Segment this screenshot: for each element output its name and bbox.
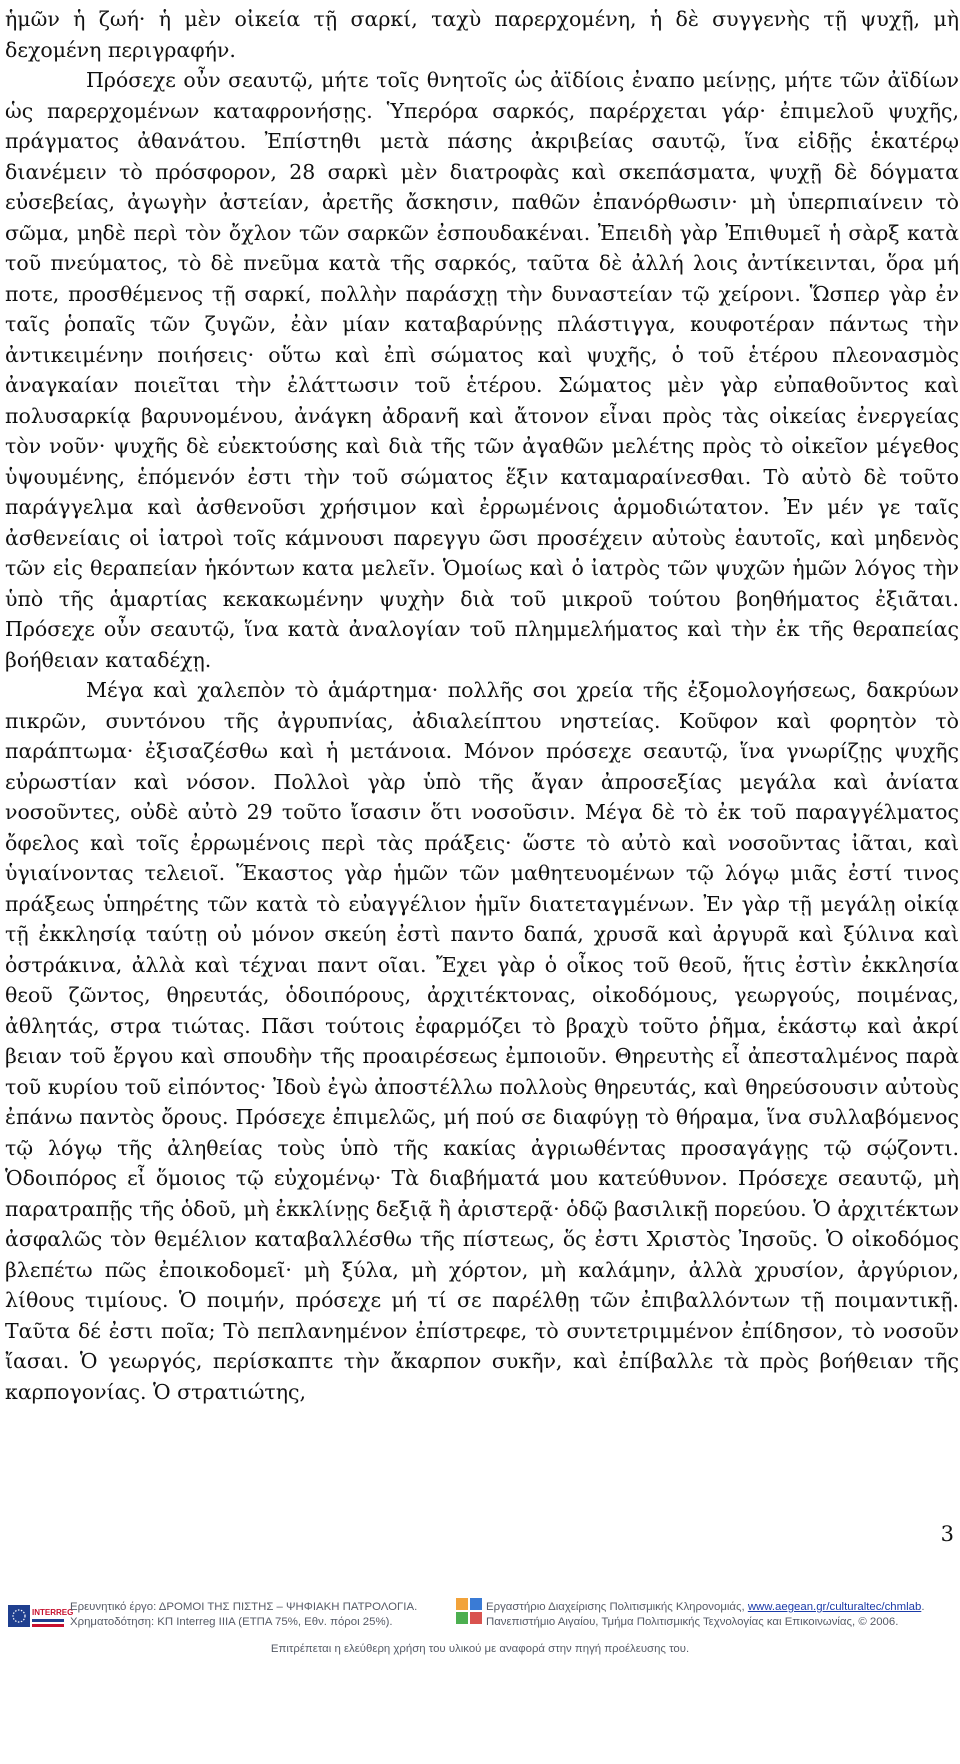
project-title: Ερευνητικό έργο: ΔΡΟΜΟΙ ΤΗΣ ΠΙΣΤΗΣ – ΨΗΦΙΑΚΗ ΠΑΤΡΟΛΟΓΙΑ.	[70, 1601, 418, 1613]
lab-website-link[interactable]: www.aegean.gr/culturaltec/chmlab	[747, 1601, 922, 1613]
paragraph-2: Πρόσεχε οὖν σεαυτῷ, μήτε τοῖς θνητοῖς ὡς ἀϊδίοις ἐναπο μείνῃς, μήτε τῶν ἀϊδίων ὡς παρερχομένων καταφρονήσῃς. Ὑπερόρα σαρκός, παρέρχεται γάρ· ἐπιμελοῦ ψυχῆς, πράγματος ἀθανάτου. Ἐπίστηθι μετὰ πάσης ἀκριβείας σαυτῷ, ἵνα εἰδῇς ἑκατέρῳ διανέμειν τὸ πρόσφορον, 28 σαρκὶ μὲν διατροφὰς καὶ σκεπάσματα, ψυχῇ δὲ δόγματα εὐσεβείας, ἀγωγὴν ἀστείαν, ἀρετῆς ἄσκησιν, παθῶν ἐπανόρθωσιν· μὴ ὑπερπιαίνειν τὸ σῶμα, μηδὲ περὶ τὸν ὄχλον τῶν σαρκῶν ἐσπουδακέναι. Ἐπειδὴ γὰρ Ἐπιθυμεῖ ἡ σὰρξ κατὰ τοῦ πνεύματος, τὸ δὲ πνεῦμα κατὰ τῆς σαρκός, ταῦτα δὲ ἀλλή λοις ἀντίκεινται, ὅρα μή ποτε, προσθέμενος τῇ σαρκί, πολλὴν παράσχῃ τὴν δυναστείαν τῷ χείρονι. Ὥσπερ γὰρ ἐν ταῖς ῥοπαῖς τῶν ζυγῶν, ἐὰν μίαν καταβαρύνῃς πλάστιγγα, κουφοτέραν πάντως τὴν ἀντικειμένην ποιήσεις· οὕτω καὶ ἐπὶ σώματος καὶ ψυχῆς, ὁ τοῦ ἑτέρου πλεονασμὸς ἀναγκαίαν ποιεῖται τὴν ἐλάττωσιν τοῦ ἑτέρου. Σώματος μὲν γὰρ εὐπαθοῦντος καὶ πολυσαρκίᾳ βαρυνομένου, ἀνάγκη ἀδρανῆ καὶ ἄτονον εἶναι πρὸς τὰς οἰκείας ἐνεργείας τὸν νοῦν· ψυχῆς δὲ εὐεκτούσης καὶ διὰ τῆς τῶν ἀγαθῶν μελέτης πρὸς τὸ οἰκεῖον μέγεθος ὑψουμένης, ἑπόμενόν ἐστι τὴν τοῦ σώματος ἕξιν καταμαραίνεσθαι. Τὸ αὐτὸ δὲ τοῦτο παράγγελμα καὶ ἀσθενοῦσι χρήσιμον καὶ ἐρρωμένοις ἁρμοδιώτατον. Ἐν μέν γε ταῖς ἀσθενείαις οἱ ἰατροὶ τοῖς κάμνουσι παρεγγυ ῶσι προσέχειν αὐτοὺς ἑαυτοῖς, καὶ μηδενὸς τῶν εἰς θεραπείαν ἡκόντων κατα μελεῖν. Ὁμοίως καὶ ὁ ἰατρὸς τῶν ψυχῶν ἡμῶν λόγος τὴν ὑπὸ τῆς ἁμαρτίας κεκακωμένην ψυχὴν διὰ τοῦ μικροῦ τούτου βοηθήματος ἐξιᾶται. Πρόσεχε οὖν σεαυτῷ, ἵνα κατὰ ἀναλογίαν τοῦ πλημμελήματος καὶ τὴν ἐκ τῆς θεραπείας βοήθειαν καταδέχῃ.	[5, 68, 959, 672]
paragraph-1: ἡμῶν ἡ ζωή· ἡ μὲν οἰκεία τῇ σαρκί, ταχὺ παρερχομένη, ἡ δὲ συγγενὴς τῇ ψυχῇ, μὴ δεχομένη περιγραφήν.	[5, 7, 959, 62]
interreg-logo-icon	[8, 1599, 74, 1633]
project-funding: Χρηματοδότηση: ΚΠ Interreg IIIA (ΕΤΠΑ 75%, Εθν. πόροι 25%).	[70, 1616, 393, 1628]
lab-info	[486, 1600, 924, 1630]
project-info	[70, 1600, 417, 1630]
usage-notice: Επιτρέπεται η ελεύθερη χρήση του υλικού με αναφορά στην πηγή προέλευσης του.	[270, 1643, 690, 1655]
page-number: 3	[940, 1522, 954, 1546]
university-line: Πανεπιστήμιο Αιγαίου, Τμήμα Πολιτισμικής Τεχνολογίας και Επικοινωνίας, © 2006.	[486, 1616, 899, 1628]
lab-logo-icon	[456, 1598, 482, 1626]
svg-text:INTERREG: INTERREG	[32, 1608, 74, 1617]
lab-line: Εργαστήριο Διαχείρισης Πολιτισμικής Κληρονομιάς, www.aegean.gr/culturaltec/chmlab.	[486, 1601, 925, 1613]
paragraph-3: Μέγα καὶ χαλεπὸν τὸ ἁμάρτημα· πολλῆς σοι χρεία τῆς ἐξομολογήσεως, δακρύων πικρῶν, συντόνου τῆς ἀγρυπνίας, ἀδιαλείπτου νηστείας. Κοῦφον καὶ φορητὸν τὸ παράπτωμα· ἐξισαζέσθω καὶ ἡ μετάνοια. Μόνον πρόσεχε σεαυτῷ, ἵνα γνωρίζῃς ψυχῆς εὐρωστίαν καὶ νόσον. Πολλοὶ γὰρ ὑπὸ τῆς ἄγαν ἀπροσεξίας μεγάλα καὶ ἀνίατα νοσοῦντες, οὐδὲ αὐτὸ 29 τοῦτο ἴσασιν ὅτι νοσοῦσιν. Μέγα δὲ τὸ ἐκ τοῦ παραγγέλματος ὄφελος καὶ τοῖς ἐρρωμένοις περὶ τὰς πράξεις· ὥστε τὸ αὐτὸ καὶ νοσοῦντας ἰᾶται, καὶ ὑγιαίνοντας τελειοῖ. Ἕκαστος γὰρ ἡμῶν τῶν μαθητευομένων τῷ λόγῳ μιᾶς ἐστί τινος πράξεως ὑπηρέτης τῶν κατὰ τὸ εὐαγγέλιον ἡμῖν διατεταγμένων. Ἐν γὰρ τῇ μεγάλῃ οἰκίᾳ τῇ ἐκκλησίᾳ ταύτῃ οὐ μόνον σκεύη ἐστὶ παντο δαπά, χρυσᾶ καὶ ἀργυρᾶ καὶ ξύλινα καὶ ὀστράκινα, ἀλλὰ καὶ τέχναι παντ οῖαι. Ἔχει γὰρ ὁ οἶκος τοῦ θεοῦ, ἥτις ἐστὶν ἐκκλησία θεοῦ ζῶντος, θηρευτάς, ὁδοιπόρους, ἀρχιτέκτονας, οἰκοδόμους, γεωργούς, ποιμένας, ἀθλητάς, στρα τιώτας. Πᾶσι τούτοις ἐφαρμόζει τὸ βραχὺ τοῦτο ῥῆμα, ἑκάστῳ καὶ ἀκρί βειαν τοῦ ἔργου καὶ σπουδὴν τῆς προαιρέσεως ἐμποιοῦν. Θηρευτὴς εἶ ἀπεσταλμένος παρὰ τοῦ κυρίου τοῦ εἰπόντος· Ἰδοὺ ἐγὼ ἀποστέλλω πολλοὺς θηρευτάς, καὶ θηρεύσουσιν αὐτοὺς ἐπάνω παντὸς ὄρους. Πρόσεχε ἐπιμελῶς, μή πού σε διαφύγῃ τὸ θήραμα, ἵνα συλλαβόμενος τῷ λόγῳ τῆς ἀληθείας τοὺς ὑπὸ τῆς κακίας ἀγριωθέντας προσαγάγῃς τῷ σῴζοντι. Ὁδοιπόρος εἶ ὅμοιος τῷ εὐχομένῳ· Τὰ διαβήματά μου κατεύθυνον. Πρόσεχε σεαυτῷ, μὴ παρατραπῇς τῆς ὁδοῦ, μὴ ἐκκλίνῃς δεξιᾷ ἢ ἀριστερᾷ· ὁδῷ βασιλικῇ πορεύου. Ὁ ἀρχιτέκτων ἀσφαλῶς τὸν θεμέλιον καταβαλλέσθω τῆς πίστεως, ὅς ἐστι Χριστὸς Ἰησοῦς. Ὁ οἰκοδόμος βλεπέτω πῶς ἐποικοδομεῖ· μὴ ξύλα, μὴ χόρτον, μὴ καλάμην, ἀλλὰ χρυσίον, ἀργύριον, λίθους τιμίους. Ὁ ποιμήν, πρόσεχε μή τί σε παρέλθῃ τῶν ἐπιβαλλόντων τῇ ποιμαντικῇ. Ταῦτα δέ ἐστι ποῖα; Τὸ πεπλανημένον ἐπίστρεφε, τὸ συντετριμμένον ἐπίδησον, τὸ νοσοῦν ἴασαι. Ὁ γεωργός, περίσκαπτε τὴν ἄκαρπον συκῆν, καὶ ἐπίβαλλε τὰ πρὸς βοήθειαν τῆς καρπογονίας. Ὁ στρατιώτης,	[5, 678, 959, 1404]
document-body	[5, 4, 959, 1407]
page-footer	[0, 1593, 960, 1673]
